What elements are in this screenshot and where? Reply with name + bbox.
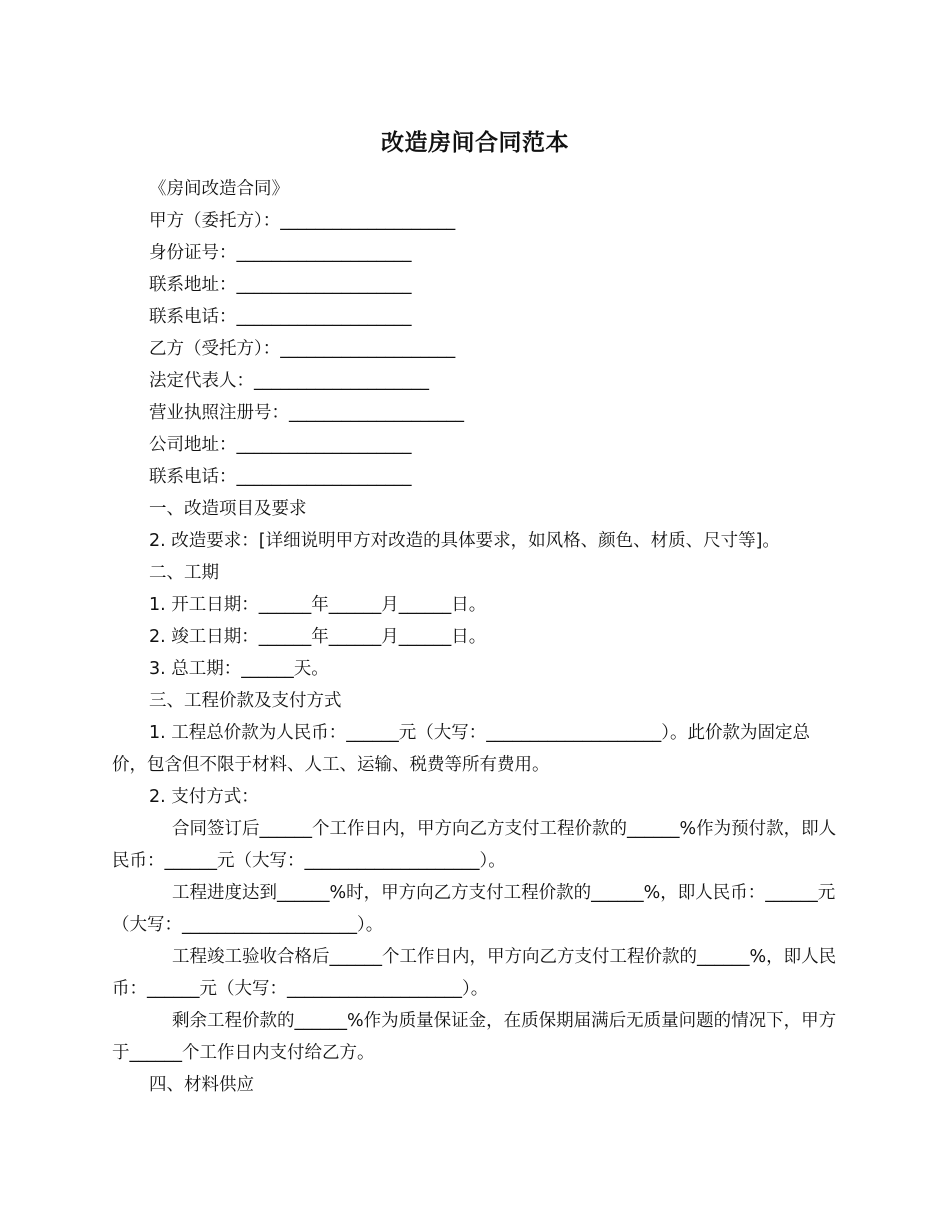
progress-payment-paragraph: 工程进度达到______%时，甲方向乙方支付工程价款的______%，即人民币：______元（大写：____________________）。: [112, 883, 836, 935]
contract-name: 《房间改造合同》: [149, 179, 289, 199]
completion-date-field: 2. 竣工日期：______年______月______日。: [149, 627, 487, 647]
party-a-phone-field: 联系电话：____________________: [149, 307, 412, 327]
total-price-paragraph: 1. 工程总价款为人民币：______元（大写：____________________）。此价款为固定总价，包含但不限于材料、人工、运输、税费等所有费用。: [112, 723, 811, 775]
company-address-field: 公司地址：____________________: [149, 435, 412, 455]
id-number-field: 身份证号：____________________: [149, 243, 412, 263]
legal-representative-field: 法定代表人：____________________: [149, 371, 429, 391]
retention-payment-paragraph: 剩余工程价款的______%作为质量保证金，在质保期届满后无质量问题的情况下，甲方于______个工作日内支付给乙方。: [112, 1011, 837, 1063]
payment-method-heading: 2. 支付方式：: [149, 787, 259, 807]
renovation-requirements: 2. 改造要求：[详细说明甲方对改造的具体要求，如风格、颜色、材质、尺寸等]。: [149, 531, 780, 551]
party-b-phone-field: 联系电话：____________________: [149, 467, 412, 487]
total-duration-field: 3. 总工期：______天。: [149, 659, 329, 679]
business-license-field: 营业执照注册号：____________________: [149, 403, 464, 423]
section-heading-1: 一、改造项目及要求: [149, 499, 307, 519]
start-date-field: 1. 开工日期：______年______月______日。: [149, 595, 487, 615]
party-a-address-field: 联系地址：____________________: [149, 275, 412, 295]
party-b-field: 乙方（受托方）：____________________: [149, 339, 456, 359]
party-a-field: 甲方（委托方）：____________________: [149, 211, 456, 231]
advance-payment-paragraph: 合同签订后______个工作日内，甲方向乙方支付工程价款的______%作为预付款，即人民币：______元（大写：____________________）。: [112, 819, 837, 871]
section-heading-4: 四、材料供应: [149, 1075, 254, 1095]
document-body: [112, 173, 840, 1101]
completion-payment-paragraph: 工程竣工验收合格后______个工作日内，甲方向乙方支付工程价款的______%，即人民币：______元（大写：____________________）。: [112, 947, 837, 999]
section-heading-3: 三、工程价款及支付方式: [149, 691, 342, 711]
document-title: 改造房间合同范本: [381, 130, 569, 156]
section-heading-2: 二、工期: [149, 563, 219, 583]
